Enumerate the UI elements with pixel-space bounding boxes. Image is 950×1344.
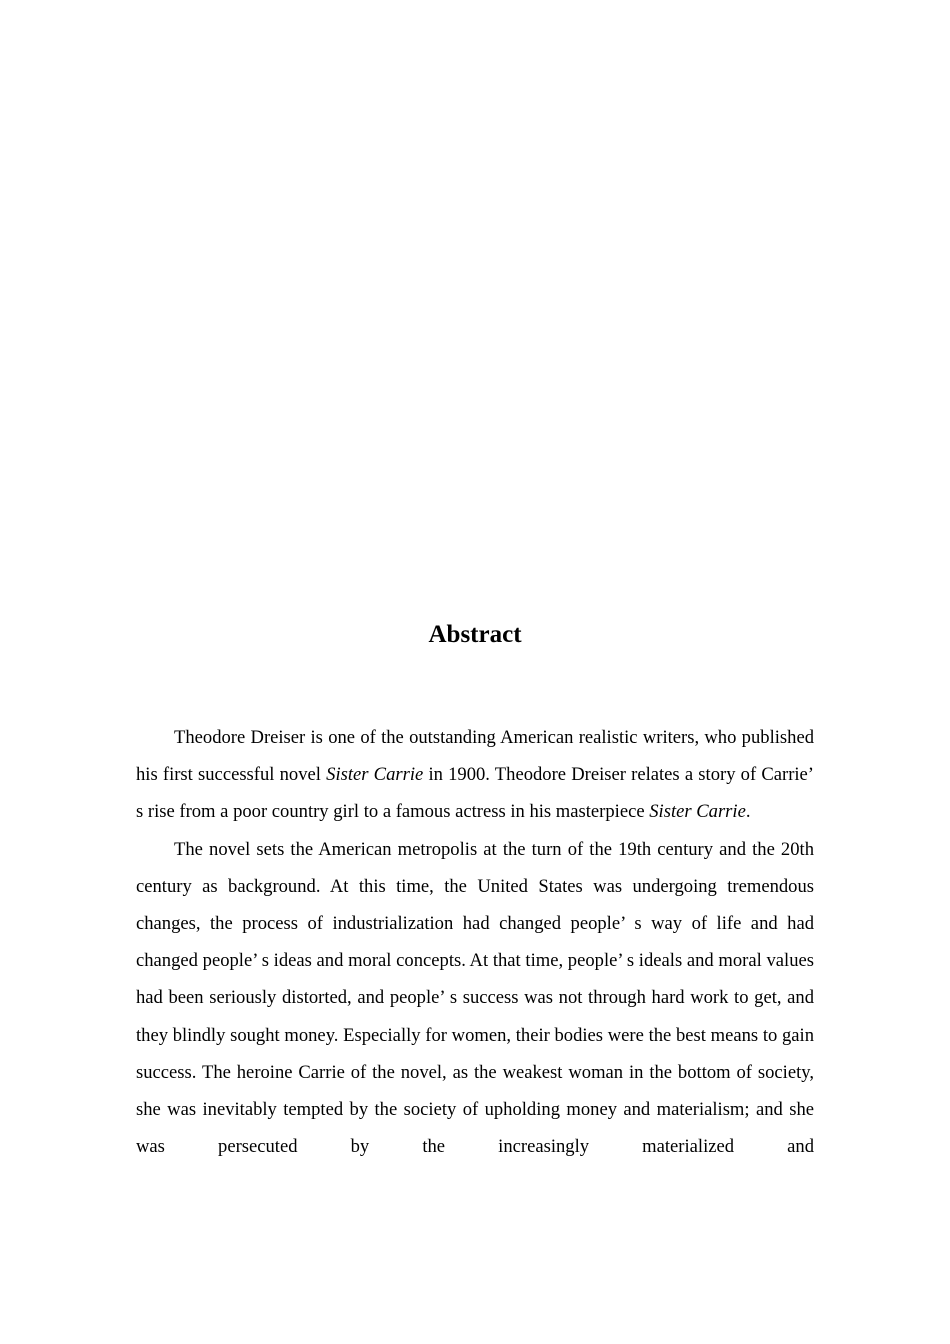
novel-title-italic: Sister Carrie	[326, 764, 424, 786]
abstract-paragraph-2	[136, 831, 814, 1166]
abstract-body	[136, 719, 814, 1165]
paragraph-1-period: .	[745, 801, 751, 823]
paragraph-2-text: The novel sets the American metropolis at the turn of the 19th century and the 20th century as background. At this time, the United States was undergoing tremendous changes, the process of industrialization had changed people’ s way of life and had changed people’ s ideas and moral concepts. At that time, people’ s ideals and moral values had been seriously distorted, and people’ s success was not through hard work to get, and they blindly sought money. Especially for women, their bodies were the best means to gain success. The heroine Carrie of the novel, as the weakest woman in the bottom of society, she was inevitably tempted by the society of upholding money and materialism; and she was persecuted by the increasingly materialized and	[136, 838, 814, 1158]
paragraph-1-text-1: Theodore Dreiser is one of the outstanding American realistic writers, who published his first successful novel	[136, 727, 814, 786]
abstract-title: Abstract	[428, 621, 522, 648]
paragraph-1-text-2: in 1900. Theodore Dreiser relates a story of Carrie’ s rise from a poor country girl to a famous actress in his masterpiece	[136, 764, 814, 823]
novel-title-italic: Sister Carrie	[649, 801, 746, 823]
abstract-paragraph-1	[136, 719, 814, 831]
